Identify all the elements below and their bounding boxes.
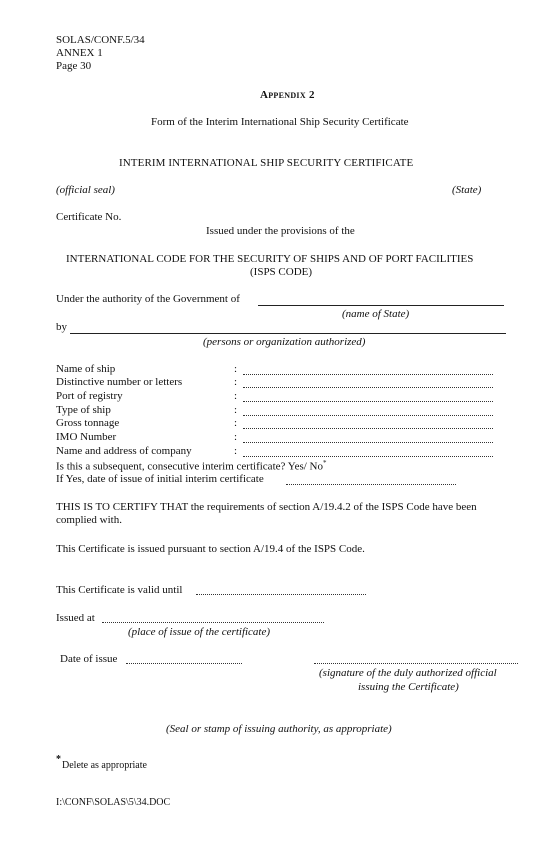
persons-organization-caption: (persons or organization authorized) [203, 336, 366, 348]
imo-number-field[interactable] [243, 442, 493, 443]
field-colon: : [234, 363, 238, 375]
subsequent-question-text: Is this a subsequent, consecutive interim certificate? Yes/ No [56, 460, 323, 473]
official-seal-label: (official seal) [56, 184, 115, 196]
field-colon: : [234, 376, 238, 388]
field-colon: : [234, 431, 238, 443]
seal-stamp-caption: (Seal or stamp of issuing authority, as appropriate) [166, 723, 392, 735]
date-of-issue-field[interactable] [126, 663, 242, 664]
place-of-issue-caption: (place of issue of the certificate) [128, 626, 271, 638]
port-of-registry-field[interactable] [243, 401, 493, 402]
distinctive-number-field[interactable] [243, 387, 493, 388]
name-of-ship-field[interactable] [243, 374, 493, 375]
valid-until-label: This Certificate is valid until [56, 584, 183, 596]
footnote-text: Delete as appropriate [62, 760, 147, 771]
state-label: (State) [452, 184, 482, 196]
signature-field[interactable] [314, 663, 518, 664]
code-title-line2: (ISPS CODE) [250, 266, 313, 278]
government-line[interactable] [258, 305, 504, 306]
field-colon: : [234, 390, 238, 402]
valid-until-field[interactable] [196, 594, 366, 595]
field-label-name-of-ship: Name of ship [56, 363, 116, 375]
field-colon: : [234, 404, 238, 416]
issued-pursuant-text: This Certificate is issued pursuant to section A/19.4 of the ISPS Code. [56, 543, 365, 555]
company-field[interactable] [243, 456, 493, 457]
code-title-line1: INTERNATIONAL CODE FOR THE SECURITY OF SHIPS AND OF PORT FACILITIES [66, 253, 474, 265]
form-title: Form of the Interim International Ship Security Certificate [151, 116, 409, 128]
certificate-number-label: Certificate No. [56, 211, 122, 223]
gross-tonnage-field[interactable] [243, 428, 493, 429]
document-symbol: SOLAS/CONF.5/34 [56, 34, 145, 46]
field-label-distinctive-number: Distinctive number or letters [56, 376, 183, 388]
date-of-issue-label: Date of issue [60, 653, 118, 665]
annex-label: ANNEX 1 [56, 47, 103, 59]
certificate-title: INTERIM INTERNATIONAL SHIP SECURITY CERTIFICATE [119, 157, 414, 169]
page-number: Page 30 [56, 60, 92, 72]
field-label-company: Name and address of company [56, 445, 192, 457]
signature-caption-line2: issuing the Certificate) [358, 681, 459, 693]
if-yes-label: If Yes, date of issue of initial interim certificate [56, 473, 264, 485]
signature-caption-line1: (signature of the duly authorized official [319, 667, 497, 679]
field-colon: : [234, 445, 238, 457]
certify-text-line1: THIS IS TO CERTIFY THAT the requirements of section A/19.4.2 of the ISPS Code have been [56, 501, 477, 513]
field-label-imo-number: IMO Number [56, 431, 117, 443]
issued-under-text: Issued under the provisions of the [206, 225, 355, 237]
footnote-asterisk: * [323, 459, 327, 467]
field-label-type-of-ship: Type of ship [56, 404, 111, 416]
field-label-port-of-registry: Port of registry [56, 390, 123, 402]
issued-at-label: Issued at [56, 612, 95, 624]
initial-interim-date-field[interactable] [286, 484, 456, 485]
type-of-ship-field[interactable] [243, 415, 493, 416]
footnote-mark: * [56, 754, 61, 765]
subsequent-certificate-question [56, 459, 327, 473]
name-of-state-caption: (name of State) [342, 308, 410, 320]
appendix-label: Appendix 2 [260, 89, 315, 101]
by-label: by [56, 321, 67, 333]
authority-label: Under the authority of the Government of [56, 293, 240, 305]
file-path: I:\CONF\SOLAS\5\34.DOC [56, 797, 171, 808]
field-label-gross-tonnage: Gross tonnage [56, 417, 120, 429]
authorized-by-line[interactable] [70, 333, 506, 334]
field-colon: : [234, 417, 238, 429]
certify-text-line2: complied with. [56, 514, 122, 526]
issued-at-field[interactable] [102, 622, 324, 623]
